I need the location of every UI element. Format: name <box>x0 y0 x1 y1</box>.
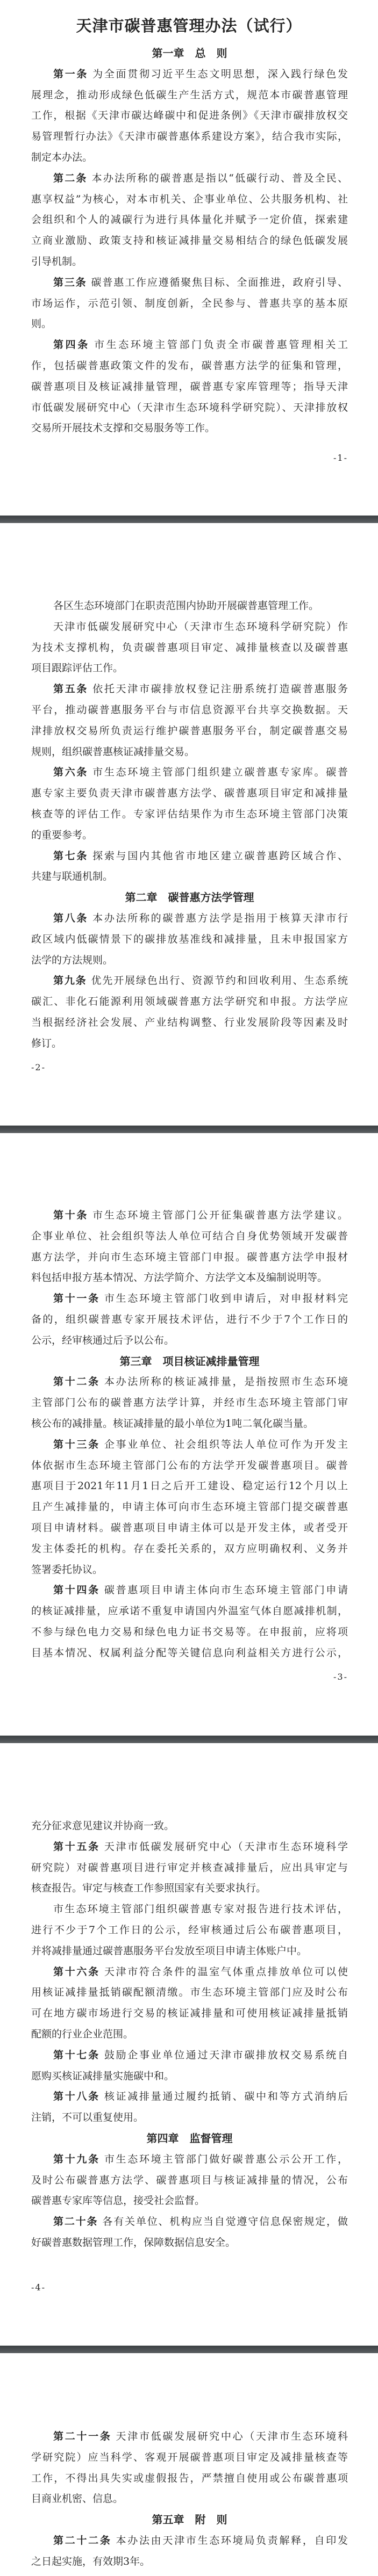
article-line <box>31 230 348 251</box>
article-line <box>31 1857 348 1878</box>
line-text: 优先开展绿色出行、资源节约和回收利用、生态系统 <box>91 975 348 987</box>
article-line <box>31 762 348 783</box>
article-line <box>31 929 348 950</box>
article-line <box>31 2066 348 2087</box>
line-text: 为技术支撑机构，负责碳普惠项目审定、减排量核查以及碳普惠 <box>31 641 348 654</box>
line-text: 作，包括碳普惠政策文件的发布，碳普惠方法学的征集和管理， <box>31 359 348 372</box>
line-text: 市生态环境主管部门组织碳普惠专家对报告进行技术评估， <box>53 1903 348 1915</box>
article-line <box>31 2190 348 2211</box>
line-text: 依托天津市碳排放权登记注册系统打造碳普惠服务 <box>92 683 348 695</box>
article-label: 第十四条 <box>53 1584 100 1597</box>
article-line <box>31 1476 348 1497</box>
line-text: 津排放权交易所负责运行维护碳普惠服务平台，制定碳普惠交易 <box>31 724 348 737</box>
article-line <box>31 1372 348 1392</box>
article-line <box>31 2488 348 2509</box>
article-line <box>31 2530 348 2551</box>
line-text: 共建与联通机制。 <box>31 870 113 883</box>
article-line <box>31 335 348 355</box>
article-line <box>31 293 348 314</box>
chapter-heading: 第三章 项目核证减排量管理 <box>119 1354 260 1368</box>
line-text: 企事业单位、社会组织等法人单位可作为开发主 <box>104 1438 348 1450</box>
article-line <box>31 1539 348 1559</box>
article-line <box>31 2045 348 2066</box>
page-number: -3- <box>333 1672 348 1682</box>
article-line <box>31 376 348 397</box>
article-line <box>31 397 348 418</box>
article-line <box>31 64 348 85</box>
line-text: 天津市低碳发展研究中心（天津市生态环境科 <box>116 2430 348 2442</box>
line-text: 交易所开展技术支撑和交易服务等工作。 <box>31 422 216 434</box>
page-number: -1- <box>333 453 348 463</box>
article-label: 第二十条 <box>53 2216 98 2228</box>
article-label: 第九条 <box>53 975 87 987</box>
article-line <box>31 2426 348 2447</box>
article-line <box>31 2086 348 2107</box>
line-text: 研究院）对碳普惠项目进行审定并核查减排量后，应出具审定与 <box>31 1861 348 1874</box>
article-label: 第十条 <box>53 1209 89 1221</box>
page-1 <box>31 43 348 439</box>
line-text: 料包括申报方基本情况、方法学简介、方法学文本及编制说明等。 <box>31 1272 328 1284</box>
article-label: 第六条 <box>53 766 89 779</box>
line-text: 各区生态环境部门在职责范围内协助开展碳普惠管理工作。 <box>53 600 319 612</box>
line-text: 学研究院）应当科学、客观开展碳普惠项目审定及减排量核查等 <box>31 2451 348 2463</box>
line-text: 备的，组织碳普惠专家开展技术评估，进行不少于7个工作日的 <box>31 1313 348 1325</box>
article-label: 第二条 <box>53 172 88 184</box>
line-text: 目商业机密、信息。 <box>31 2493 124 2505</box>
article-line <box>31 2232 348 2253</box>
article-line <box>31 1309 348 1330</box>
article-line <box>31 2211 348 2232</box>
line-text: 政区域内低碳情景下的碳排放基准线和减排量，且未申报国家方 <box>31 933 348 945</box>
article-line <box>31 1622 348 1643</box>
line-text: 鼓励企事业单位通过天津市碳排放权交易系统自 <box>104 2049 348 2061</box>
line-text: 市生态环境主管部门组织建立碳普惠专家库。碳普 <box>92 766 348 779</box>
article-line <box>31 721 348 742</box>
line-text: 核查报告。审定与核查工作参照国家有关要求执行。 <box>31 1882 267 1895</box>
line-text: 市低碳发展研究中心（天津市生态环境科学研究院）、天津排放权 <box>31 401 348 413</box>
article-line <box>31 105 348 126</box>
article-label: 第四条 <box>53 339 90 351</box>
line-text: 惠项目于2021年11月1日之后开工建设、稳定运行12个月以上 <box>31 1480 348 1492</box>
article-line <box>31 1033 348 1054</box>
line-text: 核证减排量通过履约抵销、碳中和等方式消纳后 <box>104 2091 348 2103</box>
line-text: 企事业单位、社会组织等法人单位可结合自身优势领域开发碳普 <box>31 1230 348 1242</box>
article-line <box>31 1518 348 1539</box>
article-label: 第一条 <box>53 68 89 80</box>
page-separator <box>0 1126 378 1133</box>
article-line <box>31 1580 348 1601</box>
line-text: 项目申请材料。碳普惠项目申请主体可以是开发主体，或者受开 <box>31 1521 348 1534</box>
article-label: 第七条 <box>53 850 89 862</box>
line-text: 惠专家主要负责天津市碳普惠方法学、碳普惠项目审定和减排量 <box>31 787 348 800</box>
line-text: 易管理暂行办法》《天津市碳普惠体系建设方案》，结合我市实际， <box>31 130 348 143</box>
line-text: 市生态环境主管部门做好碳普惠公示公开工作， <box>104 2153 348 2165</box>
line-text: 工作，不得出具失实或虚假报告，严禁擅自使用或公布碳普惠项 <box>31 2472 348 2484</box>
article-line <box>31 1205 348 1226</box>
line-text: 可在地方碳市场进行交易的核证减排量和可使用核证减排量抵销 <box>31 2007 348 2020</box>
paragraph-line <box>31 658 348 679</box>
line-text: 发主体委托的机构。存在委托关系的，双方应明确权利、义务并 <box>31 1542 348 1555</box>
article-line <box>31 1267 348 1288</box>
article-label: 第十六条 <box>53 1965 100 1978</box>
line-text: 惠享权益”为核心，对本市机关、企事业单位、公共服务机构、社 <box>31 193 348 205</box>
page-separator <box>0 516 378 523</box>
line-text: 会组织和个人的减碳行为进行具体量化并赋予一定价值，探索建 <box>31 214 348 226</box>
article-line <box>31 1559 348 1580</box>
article-label: 第二十二条 <box>53 2534 112 2546</box>
article-line <box>31 991 348 1012</box>
line-text: 碳普惠项目及核证减排量管理，碳普惠专家库管理等；指导天津 <box>31 380 348 393</box>
page-2 <box>31 596 348 1054</box>
article-line <box>31 189 348 210</box>
line-text: 及时公布碳普惠方法学、碳普惠项目与核证减排量的情况，公布 <box>31 2174 348 2186</box>
line-text: 好碳普惠数据管理工作，保障数据信息安全。 <box>31 2236 236 2248</box>
article-label: 第十一条 <box>53 1293 100 1305</box>
article-line <box>31 209 348 230</box>
line-text: 各有关单位、机构应当自觉遵守信息保密规定，做 <box>102 2216 348 2228</box>
article-line <box>31 908 348 929</box>
paragraph-line <box>31 616 348 637</box>
page-number: -2- <box>31 1062 46 1072</box>
article-line <box>31 783 348 804</box>
line-text: 市生态环境主管部门负责全市碳普惠管理相关工 <box>94 339 348 351</box>
page-separator <box>0 1736 378 1743</box>
article-label: 第十九条 <box>53 2153 100 2165</box>
line-text: 天津市低碳发展研究中心（天津市生态环境科学研究院）作 <box>53 620 348 633</box>
article-line <box>31 1455 348 1476</box>
line-text: 核查等的评估工作。专家评估结果作为市生态环境主管部门决策 <box>31 808 348 820</box>
article-label: 第二十一条 <box>53 2430 112 2442</box>
line-text: 市生态环境主管部门收到申请后，对申报材料完 <box>104 1293 348 1305</box>
line-text: 注销，不可以重复使用。 <box>31 2111 144 2124</box>
line-text: 体依据市生态环境主管部门公布的方法学开发碳普惠项目。碳普 <box>31 1459 348 1471</box>
line-text: 惠方法学，并向市生态环境主管部门申报。碳普惠方法学申报材 <box>31 1251 348 1263</box>
line-text: 核公布的减排量。核证减排量的最小单位为1吨二氧化碳当量。 <box>31 1417 314 1430</box>
article-label: 第三条 <box>53 276 87 288</box>
page-4 <box>31 1816 348 2253</box>
line-text: 天津市符合条件的温室气体重点排放单位可以使 <box>104 1965 348 1978</box>
article-line <box>31 2447 348 2468</box>
article-line <box>31 846 348 867</box>
line-text: 规则，组织碳普惠核证减排量交易。 <box>31 745 195 758</box>
line-text: 碳普惠专家库等信息，接受社会监督。 <box>31 2195 205 2207</box>
article-line <box>31 147 348 168</box>
line-text: 探索与国内其他省市地区建立碳普惠跨区域合作、 <box>92 850 348 862</box>
article-line <box>31 251 348 272</box>
page-separator <box>0 2346 378 2353</box>
line-text: 公示，经审核通过后予以公布。 <box>31 1334 175 1346</box>
article-line <box>31 2024 348 2045</box>
page-5 <box>31 2426 348 2572</box>
article-line <box>31 168 348 189</box>
article-line <box>31 1837 348 1857</box>
article-line <box>31 1962 348 1983</box>
article-line <box>31 1288 348 1309</box>
article-line <box>31 742 348 763</box>
line-text: 且产生减排量的，申请主体可向市生态环境主管部门提交碳普惠 <box>31 1501 348 1513</box>
article-line <box>31 1643 348 1664</box>
line-text: 的重要参考。 <box>31 829 93 841</box>
line-text: 立商业激励、政策支持和核证减排量交易相结合的绿色低碳发展 <box>31 235 348 247</box>
article-line <box>31 804 348 825</box>
article-line <box>31 1392 348 1413</box>
article-label: 第十八条 <box>53 2091 100 2103</box>
line-text: 展理念，推动形成绿色低碳生产生活方式，规范本市碳普惠管理 <box>31 89 348 101</box>
article-line <box>31 1434 348 1455</box>
line-text: 本办法所称的碳普惠是指以“低碳行动、普及全民、 <box>91 172 348 184</box>
article-line <box>31 85 348 106</box>
line-text: 天津市低碳发展研究中心（天津市生态环境科学 <box>104 1840 348 1853</box>
paragraph-line <box>31 1920 348 1941</box>
line-text: 本办法所称的核证减排量，是指按照市生态环境 <box>104 1376 348 1388</box>
article-line <box>31 2149 348 2170</box>
line-text: 不参与绿色电力交易和绿色电力证书交易等。在申报前，应将项 <box>31 1626 348 1638</box>
article-line <box>31 355 348 376</box>
article-line <box>31 1330 348 1351</box>
line-text: 用核证减排量抵销碳配额清缴。市生态环境主管部门应及时公布 <box>31 1986 348 1999</box>
page-3 <box>31 1205 348 1664</box>
line-text: 之日起实施，有效期3年。 <box>31 2555 151 2567</box>
line-text: 碳普惠工作应遵循聚焦目标、全面推进，政府引导、 <box>91 276 348 288</box>
paragraph-line <box>31 1899 348 1920</box>
paragraph-line <box>31 1941 348 1962</box>
article-line <box>31 2468 348 2489</box>
article-line <box>31 314 348 335</box>
paragraph-line <box>31 1816 348 1837</box>
line-text: 本办法所称的碳普惠方法学是指用于核算天津市行 <box>92 912 348 924</box>
line-text: 当根据经济社会发展、产业结构调整、行业发展阶段等因素及时 <box>31 1016 348 1028</box>
article-line <box>31 1601 348 1622</box>
article-label: 第十三条 <box>53 1438 100 1450</box>
article-label: 第十七条 <box>53 2049 100 2061</box>
line-text: 充分征求意见建议并协商一致。 <box>31 1820 175 1832</box>
line-text: 修订。 <box>31 1037 62 1049</box>
line-text: 愿购买核证减排量实施碳中和。 <box>31 2070 175 2082</box>
line-text: 配额的行业企业范围。 <box>31 2028 134 2040</box>
line-text: 制定本办法。 <box>31 151 93 163</box>
document-title: 天津市碳普惠管理办法（试行） <box>76 17 302 35</box>
article-line <box>31 1982 348 2003</box>
line-text: 碳汇、非化石能源利用领域碳普惠方法学研究和申报。方法学应 <box>31 996 348 1008</box>
line-text: 平台，推动碳普惠服务平台与市信息资源平台共享交换数据。天 <box>31 703 348 716</box>
article-line <box>31 679 348 700</box>
line-text: 项目跟踪评估工作。 <box>31 662 124 674</box>
page-number: -4- <box>31 2282 46 2292</box>
line-text: 签署委托协议。 <box>31 1563 103 1576</box>
article-line <box>31 1878 348 1899</box>
article-line <box>31 2107 348 2128</box>
line-text: 法学的方法规则。 <box>31 954 113 966</box>
line-text: 工作，根据《天津市碳达峰碳中和促进条例》《天津市碳排放权交 <box>31 110 348 122</box>
line-text: 则。 <box>31 318 52 330</box>
article-line <box>31 1413 348 1434</box>
line-text: 市场运作，示范引领、制度创新，全民参与、普惠共享的基本原 <box>31 297 348 309</box>
article-line <box>31 1226 348 1247</box>
paragraph-line <box>31 596 348 616</box>
article-line <box>31 1012 348 1033</box>
article-line <box>31 126 348 147</box>
article-label: 第十二条 <box>53 1376 100 1388</box>
line-text: 进行不少于7个工作日的公示，经审核通过后公布碳普惠项目， <box>31 1924 348 1936</box>
line-text: 本办法由天津市生态环境局负责解释，自印发 <box>116 2534 348 2546</box>
article-line <box>31 2551 348 2572</box>
chapter-heading: 第一章 总 则 <box>152 47 227 60</box>
line-text: 目基本情况、权属利益分配等关键信息向利益相关方进行公示， <box>31 1646 348 1659</box>
line-text: 的核证减排量，应承诺不重复申请国内外温室气体自愿减排机制， <box>31 1605 348 1617</box>
article-line <box>31 970 348 991</box>
article-line <box>31 272 348 293</box>
article-line <box>31 825 348 846</box>
article-label: 第五条 <box>53 683 89 695</box>
article-line <box>31 418 348 439</box>
line-text: 市生态环境主管部门公开征集碳普惠方法学建议。 <box>92 1209 348 1221</box>
article-line <box>31 2170 348 2191</box>
article-line <box>31 700 348 721</box>
chapter-heading: 第五章 附 则 <box>152 2513 227 2527</box>
line-text: 为全面贯彻习近平生态文明思想，深入践行绿色发 <box>92 68 348 80</box>
line-text: 主管部门公布的碳普惠方法学计算，并经市生态环境主管部门审 <box>31 1397 348 1409</box>
line-text: 碳普惠项目申请主体向市生态环境主管部门申请 <box>104 1584 348 1597</box>
line-text: 并将减排量通过碳普惠服务平台发放至项目申请主体账户中。 <box>31 1944 308 1957</box>
article-line <box>31 1497 348 1518</box>
article-label: 第十五条 <box>53 1840 100 1853</box>
article-line <box>31 1247 348 1268</box>
article-line <box>31 2003 348 2024</box>
chapter-heading: 第四章 监督管理 <box>146 2131 233 2145</box>
line-text: 引导机制。 <box>31 255 83 267</box>
paragraph-line <box>31 637 348 658</box>
article-line <box>31 950 348 971</box>
article-label: 第八条 <box>53 912 89 924</box>
chapter-heading: 第二章 碳普惠方法学管理 <box>125 891 254 904</box>
article-line <box>31 866 348 887</box>
